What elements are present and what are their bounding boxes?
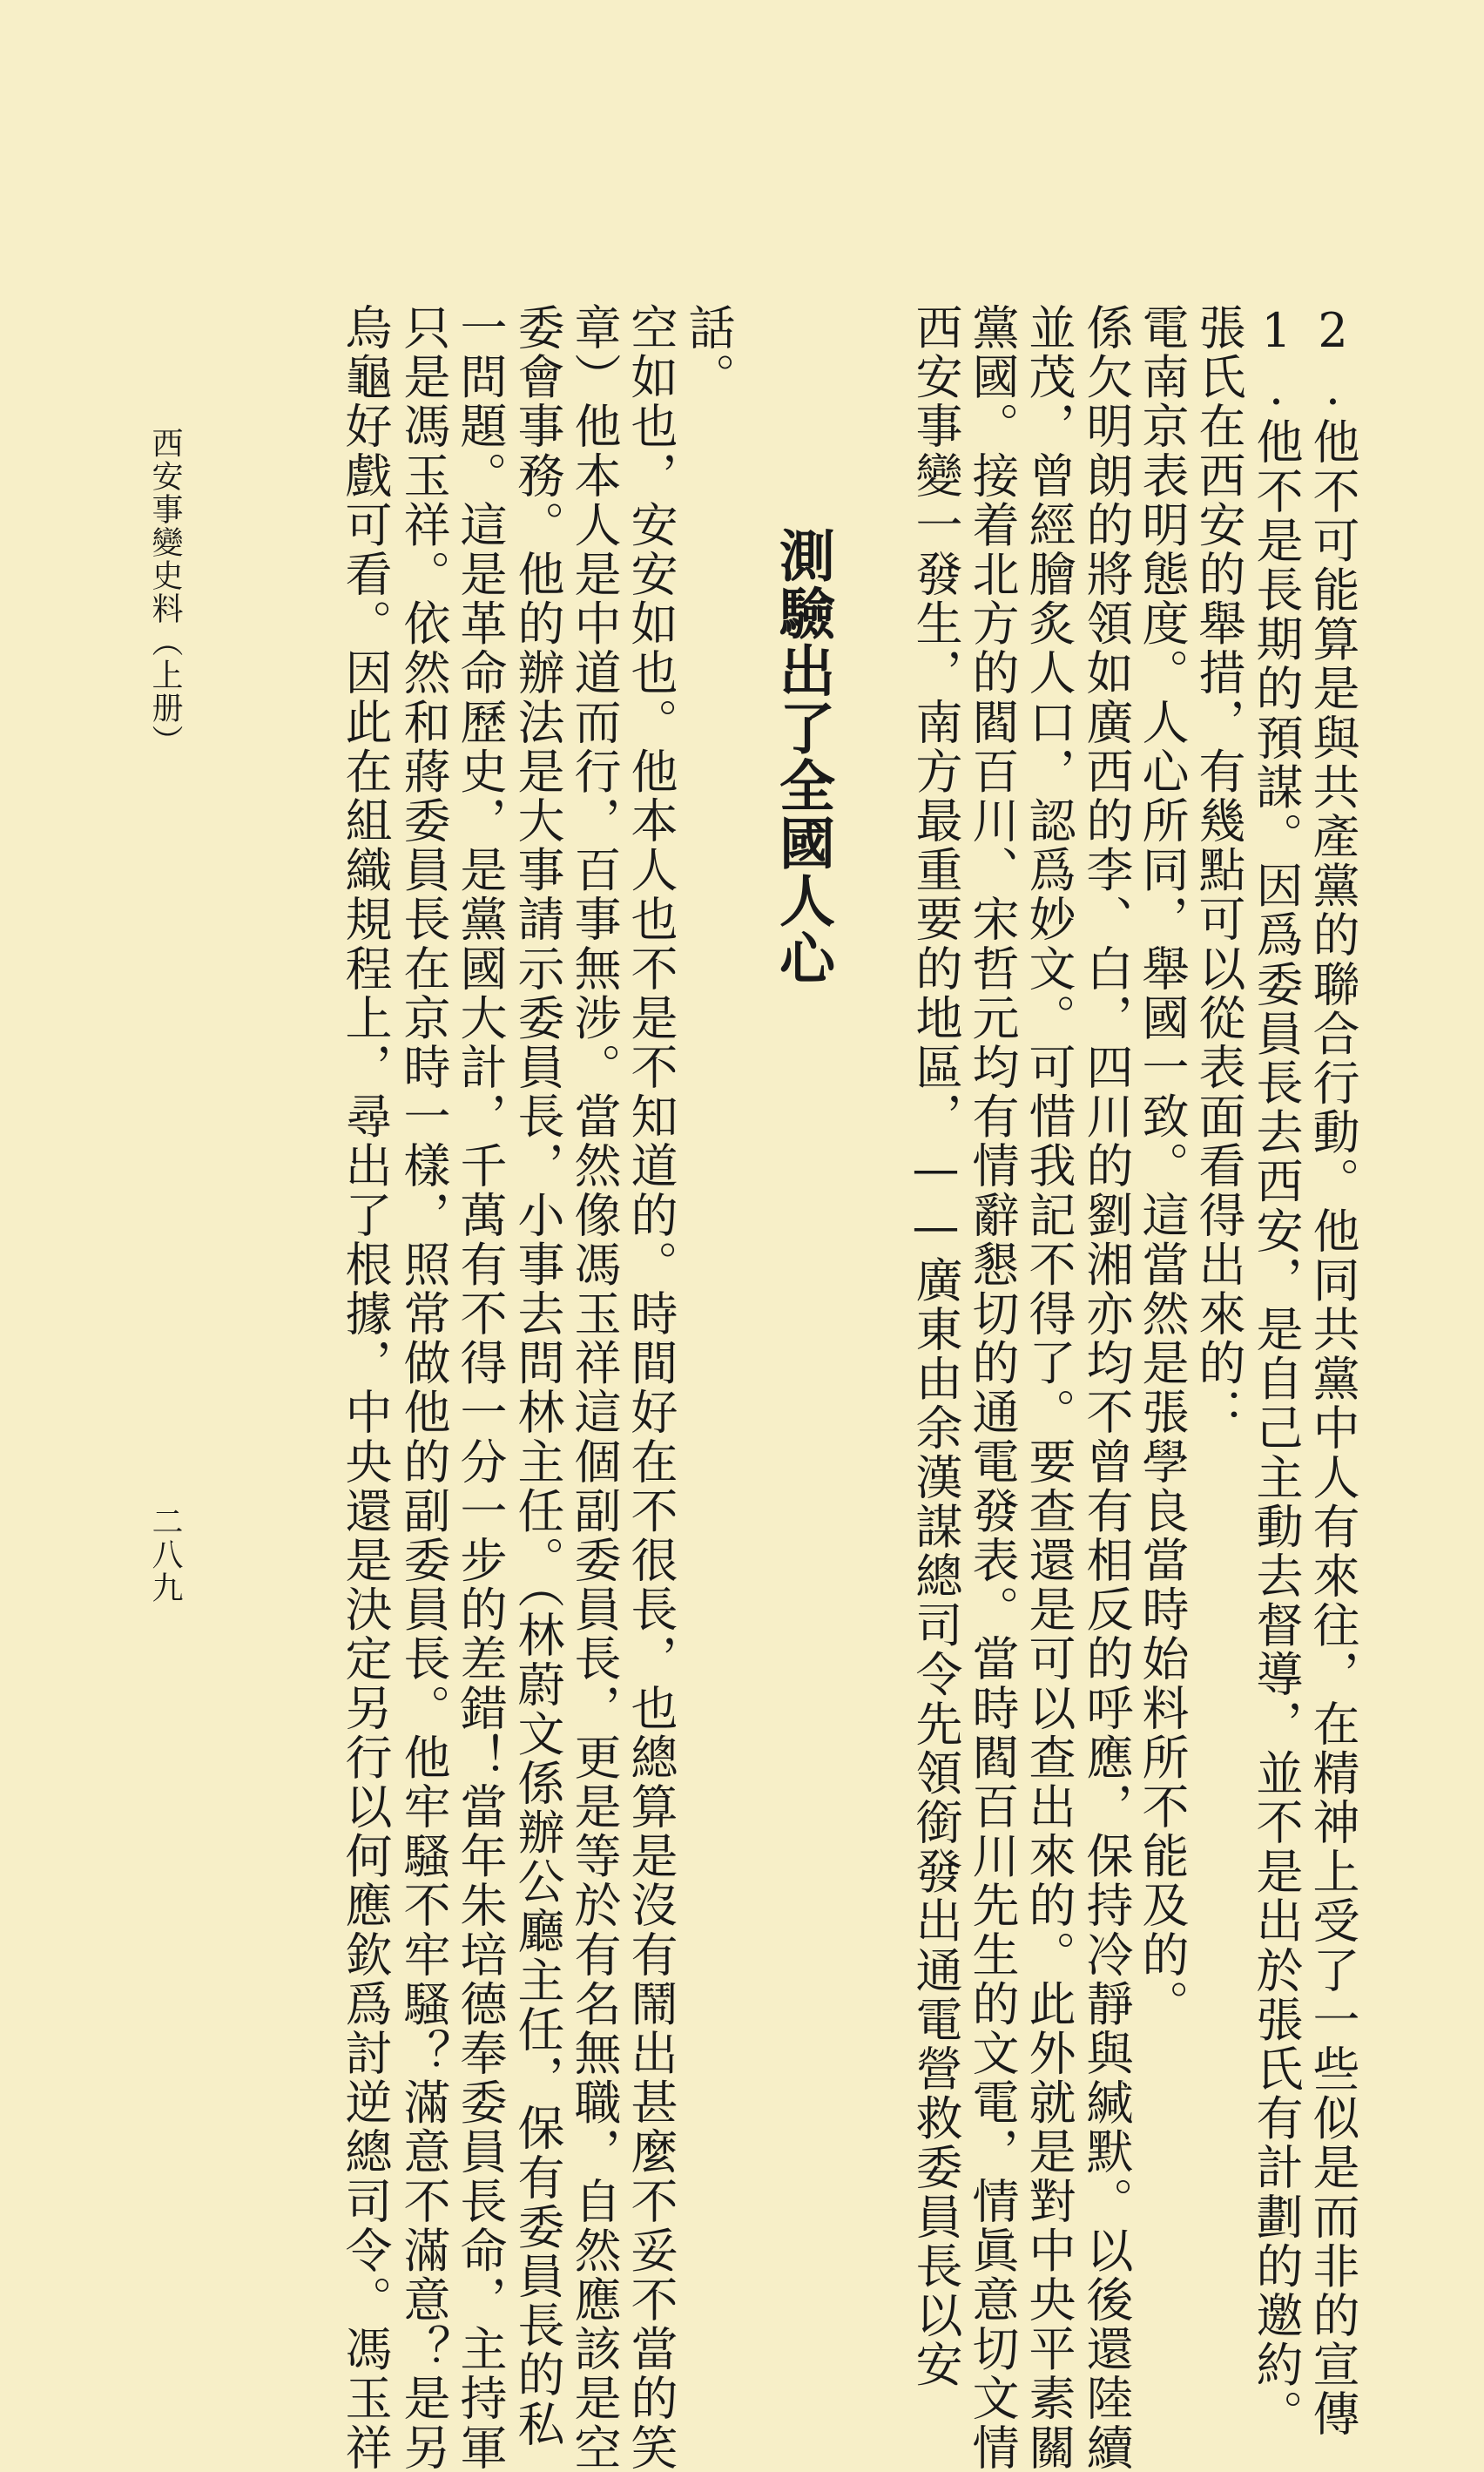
text-column-13: 張氏在西安的舉措，有幾點可以從表面看得出來的： xyxy=(1191,303,1246,1437)
page-number: 二八九 xyxy=(147,1505,183,1604)
text-column-11: 係欠明朗的將領如廣西的李、白，四川的劉湘亦均不曾有相反的呼應，保持冷靜與緘默。以後還陸續 xyxy=(1079,303,1134,2472)
text-column-12: 電南京表明態度。人心所同，舉國一致。這當然是張學良當時始料所不能及的。 xyxy=(1135,303,1190,2029)
text-column-14: 1.他不是長期的預謀。因爲委員長去西安，是自己主動去督導，並不是出於張氏有計劃的邀約。 xyxy=(1249,303,1304,2439)
book-title-footer: 西安事變史料（上册） xyxy=(147,427,183,758)
text-column-2: 只是馮玉祥。依然和蔣委員長在京時一樣，照常做他的副委員長。他牢騷不牢騷？滿意不滿意？是另 xyxy=(396,303,451,2472)
text-column-10: 並茂，曾經膾炙人口，認爲妙文。可惜我記不得了。要查還是可以查出來的。此外就是對中央平素關 xyxy=(1022,303,1076,2472)
text-column-5: 章）他本人是中道而行，百事無涉。當然像馮玉祥這個副委員長，更是等於有名無職，自然應該是空 xyxy=(567,303,622,2472)
text-column-3: 一問題。這是革命歷史，是黨國大計，千萬有不得一分一步的差錯！當年朱培德奉委員長命，主持軍 xyxy=(453,303,508,2472)
text-column-6: 空如也，安安如也。他本人也不是不知道的。時間好在不很長，也總算是沒有鬧出甚麼不妥不當的笑 xyxy=(624,303,678,2472)
text-column-9: 黨國。接着北方的閻百川、宋哲元均有情辭懇切的通電發表。當時閻百川先生的文電，情眞意切文情 xyxy=(965,303,1020,2472)
text-column-15: 2.他不可能算是與共產黨的聯合行動。他同共黨中人有來往，在精神上受了一些似是而非的宣傳 xyxy=(1305,303,1360,2439)
text-column-4: 委會事務。他的辦法是大事請示委員長，小事去問林主任。（林蔚文係辦公廳主任，保有委員長的私 xyxy=(510,303,565,2449)
text-column-1: 烏龜好戲可看。因此在組織規程上，尋出了根據，中央還是決定另行以何應欽爲討逆總司令。馮玉祥 xyxy=(338,303,393,2472)
section-title: 測驗出了全國人心 xyxy=(770,527,835,987)
text-column-8: 西安事變一發生，南方最重要的地區，——廣東由余漢謀總司令先領銜發出通電營救委員長以安 xyxy=(908,303,963,2390)
text-column-7: 話。 xyxy=(681,303,736,402)
